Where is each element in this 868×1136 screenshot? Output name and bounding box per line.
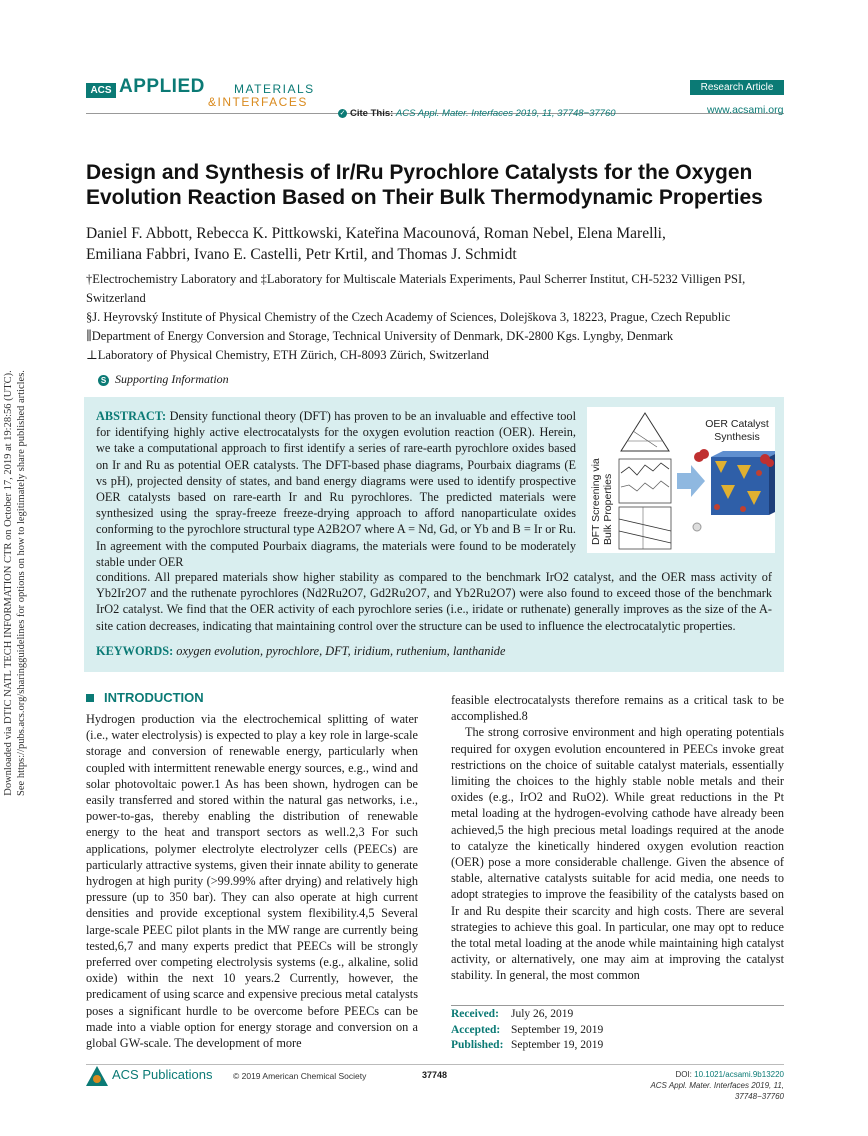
journal-reference: ACS Appl. Mater. Interfaces 2019, 11, 37748−37760	[650, 1081, 784, 1101]
doi-label: DOI:	[675, 1070, 692, 1079]
toc-right-label-2: Synthesis	[714, 431, 760, 443]
journal-logo	[86, 76, 322, 113]
keywords-label: KEYWORDS:	[96, 644, 174, 658]
date-value: July 26, 2019	[511, 1008, 574, 1020]
page-number: 37748	[422, 1070, 448, 1080]
date-label: Accepted:	[451, 1023, 501, 1036]
toc-left-label-1: DFT Screening via	[590, 458, 602, 545]
doi-link[interactable]: 10.1021/acsami.9b13220	[694, 1070, 784, 1079]
abstract-body-part2: conditions. All prepared materials show higher stability as compared to the benchmark IrO2 catalyst, and the OER mass activity of Yb2Ir2O7 and the ruthenate pyrochlores (Nd2Ru2O7, Gd2Ru2O7, and Yb2Ru2O7) were also found to exceed those of the benchmark IrO2 catalyst. We find that the OER activity of each pyrochlore series (i.e., iridate or ruthenate) generally improves as the size of the A-site cation decreases, indicating that maintaining control over the structure can be used to influence the electrocatalytic properties.	[96, 570, 772, 633]
date-received	[451, 1007, 603, 1023]
watermark-line-2: See https://pubs.acs.org/sharingguidelines for options on how to legitimately share published articles.	[16, 370, 27, 796]
author-list	[86, 223, 786, 265]
journal-website-link[interactable]: www.acsami.org	[707, 104, 784, 116]
intro-paragraph-1: Hydrogen production via the electrochemical splitting of water (i.e., water electrolysis) is expected to play a key role in large-scale storage and conversion of renewable energy, particularly when coupled with intermittent renewable energy sources, e.g., wind and solar photovoltaic power.1 As has been shown, hydrogen can be easily transferred and stored within the natural gas networks, i.e., power-to-gas, thereby enabling the distribution of renewable energy to the heat and transport sectors as well.2,3 For such applications, polymer electrolyte electrolyzer cells (PEECs) are particularly attractive systems, given their innate ability to generate hydrogen at high purity (>99.99% after drying) and relatively high pressure (up to 350 bar). They can also operate at high current densities and provide exceptional system flexibility.4,5 Several large-scale PEEC pilot plants in the MW range are currently being tested,6,7 and many experts predict that PEECs will be strongly preferred over competing electrolysis systems (e.g., alkaline, solid oxide) within the next 10 years.2 Currently, however, the predicament of using scarce and expensive precious metal catalysts poses a significant hurdle to be overcome before PEECs can be made into a viable option for energy storage and conversion on a global GW-scale. The development of more	[86, 712, 418, 1051]
toc-graphic-svg	[587, 407, 775, 553]
logo-applied: APPLIED	[119, 76, 205, 97]
copyright-notice: © 2019 American Chemical Society	[233, 1071, 367, 1081]
citation-icon: ✓	[339, 109, 346, 117]
pourbaix-plot	[619, 507, 671, 549]
watermark-line-1: Downloaded via DTIC NATL TECH INFORMATION CTR on October 17, 2019 at 19:28:56 (UTC).	[3, 370, 14, 796]
authors-line-1	[86, 223, 786, 244]
logo-materials: MATERIALS	[234, 82, 315, 96]
supporting-information-link[interactable]	[98, 372, 229, 387]
affiliation-3: ∥Department of Energy Conversion and Storage, Technical University of Denmark, DK-2800 Kgs. Lyngby, Denmark	[86, 329, 674, 343]
doi-block	[600, 1069, 784, 1102]
affiliations	[86, 270, 786, 365]
abstract-label: ABSTRACT:	[96, 409, 167, 423]
affiliation-1: †Electrochemistry Laboratory and ‡Laboratory for Multiscale Materials Experiments, Paul Scherrer Institut, CH-5232 Villigen PSI, Switzerland	[86, 272, 746, 305]
keywords	[96, 644, 772, 659]
publisher-name: ACS Publications	[112, 1067, 213, 1082]
phase-diagram-triangle	[621, 413, 669, 451]
authors-line-2	[86, 244, 786, 265]
journal-reference-line	[600, 1080, 784, 1102]
authors-line-1-text: Daniel F. Abbott, Rebecca K. Pittkowski, Kateřina Macounová, Roman Nebel, Elena Marelli,	[86, 225, 666, 242]
cite-reference[interactable]: ACS Appl. Mater. Interfaces 2019, 11, 37748−37760	[395, 108, 616, 119]
intro-paragraph-continued: feasible electrocatalysts therefore remains as a critical task to be accomplished.8	[451, 693, 784, 724]
date-published	[451, 1038, 603, 1054]
section-heading-introduction	[86, 690, 204, 705]
toc-right-label-1: OER Catalyst	[705, 418, 769, 430]
doi-line	[600, 1069, 784, 1080]
authors-line-2-text: Emiliana Fabbri, Ivano E. Castelli, Petr Krtil, and Thomas J. Schmidt	[86, 246, 517, 263]
abstract-body-part1	[96, 408, 576, 570]
date-label: Received:	[451, 1008, 499, 1020]
logo-interfaces: &INTERFACES	[208, 95, 308, 109]
toc-left-label-2: Bulk Properties	[602, 473, 614, 545]
section-marker-icon	[86, 694, 94, 702]
publication-dates	[451, 1007, 603, 1054]
acs-logo-mark: ACS	[86, 83, 116, 98]
date-value: September 19, 2019	[511, 1023, 604, 1036]
acs-publications-logo-icon	[84, 1064, 110, 1088]
cite-label: Cite This:	[350, 108, 394, 119]
toc-graphic	[587, 407, 775, 553]
article-title: Design and Synthesis of Ir/Ru Pyrochlore Catalysts for the Oxygen Evolution Reaction Based on Their Bulk Thermodynamic Properties	[86, 161, 763, 209]
toc-arrow	[677, 465, 705, 497]
date-label: Published:	[451, 1039, 504, 1051]
supporting-info-icon: S	[98, 375, 109, 386]
abstract-text-1: Density functional theory (DFT) has proven to be an invaluable and effective tool for identifying highly active electrocatalysts for the oxygen evolution reaction (OER). Herein, we take a computational approach to first identify a series of rare-earth pyrochlore oxides based on Ir and Ru as potential OER catalysts. The DFT-based phase diagrams, Pourbaix diagrams (E vs pH), projected density of states, and band energy diagrams were used to identify prospective OER catalysts based on rare-earth Ir and Ru pyrochlores. The predicted materials were synthesized using the spray-freeze freeze-drying approach to afford nanoparticulate oxides conforming to the pyrochlore structural type A2B2O7 where A = Nd, Gd, or Yb and B = Ir or Ru. In agreement with the computed Pourbaix diagrams, the materials were found to be moderately stable under OER	[96, 409, 576, 569]
affiliation-4: ⊥Laboratory of Physical Chemistry, ETH Zürich, CH-8093 Zürich, Switzerland	[86, 348, 489, 362]
affiliation-2: §J. Heyrovský Institute of Physical Chemistry of the Czech Academy of Sciences, Dolejškova 3, 18223, Prague, Czech Republic	[86, 310, 731, 324]
cite-this[interactable]	[338, 108, 616, 119]
supporting-info-label[interactable]: Supporting Information	[115, 372, 229, 386]
dates-divider	[451, 1005, 784, 1006]
download-watermark	[2, 238, 28, 928]
keywords-list: oxygen evolution, pyrochlore, DFT, iridium, ruthenium, lanthanide	[176, 644, 506, 658]
intro-column-1	[86, 711, 418, 1051]
article-type-badge: Research Article	[690, 80, 784, 95]
date-value: September 19, 2019	[511, 1039, 604, 1051]
date-accepted	[451, 1023, 603, 1039]
section-heading-text: INTRODUCTION	[104, 690, 204, 705]
footer-divider	[86, 1064, 784, 1065]
intro-column-2	[451, 692, 784, 984]
intro-paragraph-2: The strong corrosive environment and high operating potentials required for oxygen evolution encountered in PEECs invoke great restrictions on the choice of suitable catalyst materials, essentially limiting the choices to the highly stable noble metals and their oxides (e.g., IrO2 and RuO2). While great reductions in the Pt metal loading at the hydrogen-evolving cathode have already been achieved,5 the high precious metal loadings required at the anode to catalyze the kinetically hindered oxygen evolution reaction (OER) pose a more considerable challenge. Given the absence of stable, alternative catalysts suitable for acid media, one needs to adopt strategies to improve the feasibility of the catalysts based on Ir and Ru despite their scarcity and high costs. There are several strategies to achieve this goal. In particular, one may opt to reduce the total metal loading at the anode while maintaining high catalyst activity, or alternatively, one may aim at improving the catalyst stability. In general, the most common	[451, 725, 784, 983]
phase-diagram-line-2	[633, 431, 657, 447]
